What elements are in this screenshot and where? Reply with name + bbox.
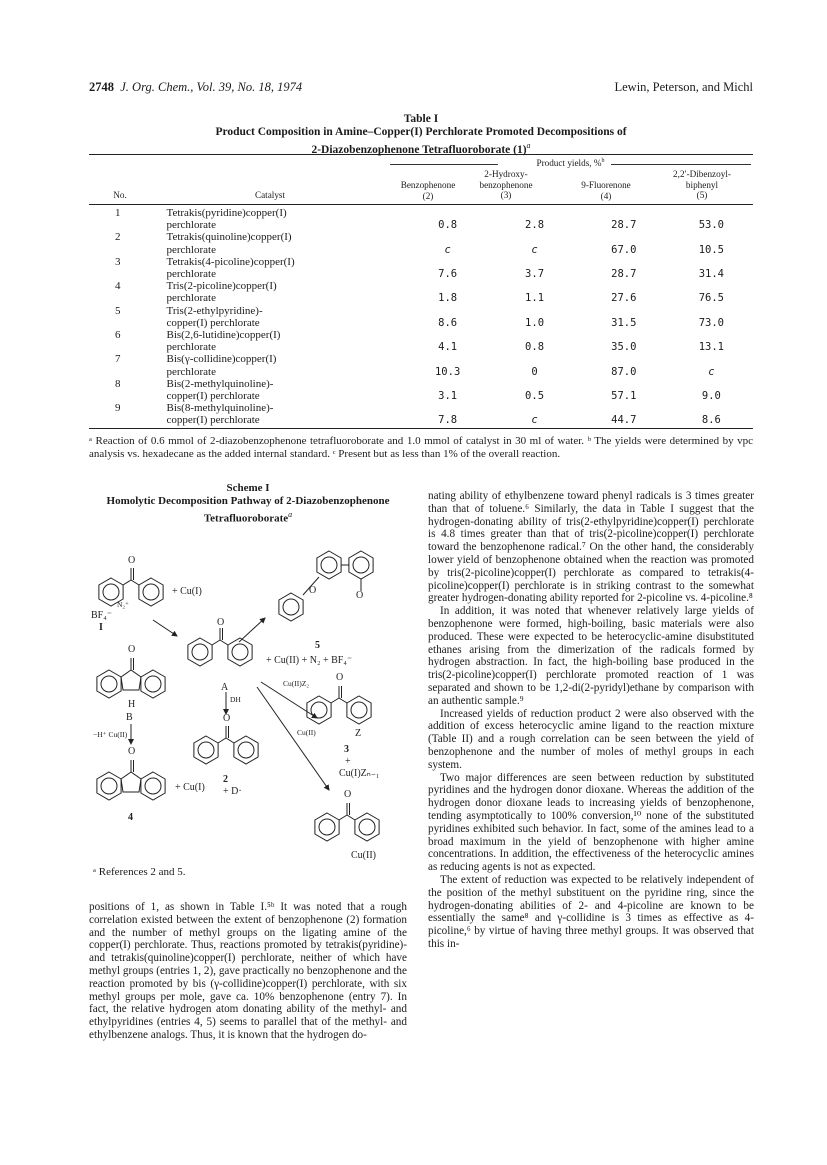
label-dh: DH (230, 695, 241, 704)
right-paragraph-1: nating ability of ethylbenzene toward phenyl radicals is 3 times greater than that of toluene.⁶ Similarly, the data in Table I suggest that the hydrogen-donating ability of tris(2-ethylpyridine)copper(I) perchlorate is 4.8 times greater than that of tris(2-picoline)copper(I) perchlorate toward the benzophenone radical.⁷ On the other hand, the considerably lower yield of benzophenone obtained when the reaction was promoted by tris(2-picoline)copper(I) perchlorate as compared to tetrakis(4-picoline)copper(I) perchlorate is in striking contrast to the somewhat greater hydrogen-donating ability reported for 2-picoline vs. 4-picoline.⁸ (428, 490, 754, 605)
entry-number: 2 (115, 231, 121, 244)
yield-cell: c (531, 414, 538, 427)
yield-cell: 13.1 (698, 341, 724, 354)
catalyst-line2: copper(I) perchlorate (166, 316, 260, 329)
table-row-cont (89, 219, 753, 231)
entry-number: 8 (115, 377, 121, 390)
table-row (89, 207, 753, 219)
table-row-cont (89, 244, 753, 256)
label-compound-3: 3 (344, 744, 349, 755)
yield-cell: c (708, 365, 715, 378)
yield-cell: 0.8 (438, 219, 458, 232)
yield-cell: 10.5 (698, 243, 724, 256)
scheme-label: Scheme I (226, 482, 270, 494)
catalyst-line2: copper(I) perchlorate (166, 414, 260, 427)
label-o-2: O (223, 713, 231, 724)
spanner-label: Product yields, % (536, 158, 602, 169)
yield-cell: 10.3 (434, 365, 461, 378)
yield-cell: 4.1 (438, 341, 458, 354)
table-row-cont (89, 366, 753, 378)
spanner-sup: b (601, 158, 605, 164)
table-row-cont (89, 292, 753, 304)
col-num: (2) (422, 190, 434, 201)
spanner-line-right (611, 164, 751, 165)
right-paragraph-3: Increased yields of reduction product 2 were also observed with the addition of excess heterocyclic amine ligand to the reaction mixture (Table II) and a rough correlation can be seen between the yield of benzophenone and the number of moles of methyl groups in each system. (428, 707, 754, 771)
journal-citation: J. Org. Chem., Vol. 39, No. 18, 1974 (120, 80, 303, 94)
catalyst-line2: perchlorate (166, 219, 216, 232)
yield-cell: 67.0 (611, 243, 637, 256)
entry-number: 1 (115, 207, 121, 219)
label-o-1: O (128, 555, 136, 566)
label-compound-5: 5 (315, 640, 320, 651)
label-a: A (221, 682, 229, 693)
yield-cell: 27.6 (611, 292, 637, 305)
yield-cell: 35.0 (611, 341, 637, 354)
scheme-diagram (89, 530, 409, 860)
label-o-adduct: O (344, 789, 352, 800)
label-b: B (126, 712, 133, 723)
catalyst-line1: Tetrakis(pyridine)copper(I) (166, 207, 287, 219)
entry-number: 9 (115, 402, 121, 415)
col-name: Benzophenone (400, 180, 456, 190)
compound-1-structure (99, 568, 163, 606)
table-row-cont (89, 317, 753, 329)
arrow-a-to-5 (239, 618, 265, 642)
yield-cell: 1.0 (525, 316, 545, 329)
table-bottom-rule (89, 428, 753, 429)
yield-cell: 1.8 (438, 292, 458, 305)
yield-cell: 28.7 (611, 268, 637, 281)
scheme-footnote: ᵃ References 2 and 5. (93, 866, 186, 878)
catalyst-line2: perchlorate (166, 365, 216, 378)
table-header-rule (89, 204, 753, 205)
entry-number: 7 (115, 353, 121, 366)
yield-cell: 44.7 (611, 414, 637, 427)
catalyst-line1: Tris(2-picoline)copper(I) (166, 280, 277, 293)
label-products: + Cu(II) + N₂ + BF₄⁻ (266, 655, 353, 666)
entry-number: 4 (115, 280, 121, 293)
label-cu1b: + Cu(I) (175, 782, 205, 793)
yield-cell: 31.4 (698, 268, 724, 281)
yield-cell: 73.0 (698, 316, 724, 329)
table-row-cont (89, 341, 753, 353)
table-title-sup: a (526, 141, 531, 150)
catalyst-line2: perchlorate (166, 292, 216, 305)
table-title-line1: Product Composition in Amine–Copper(I) Perchlorate Promoted Decompositions of (215, 126, 627, 138)
scheme-title (89, 482, 407, 526)
label-cu2: Cu(II) (297, 728, 316, 737)
yield-cell: 87.0 (611, 365, 637, 378)
yield-cell: 3.1 (438, 390, 458, 403)
label-bf4: BF₄⁻ (91, 610, 112, 621)
cu-adduct-structure (315, 803, 379, 841)
yield-cell: 8.6 (701, 414, 721, 427)
label-cu1: + Cu(I) (172, 586, 202, 597)
col-num: (3) (500, 190, 512, 200)
label-o-a: O (217, 617, 225, 628)
catalyst-line1: Tetrakis(4-picoline)copper(I) (166, 255, 295, 268)
label-o-5a: O (309, 585, 317, 596)
table-row (89, 353, 753, 365)
catalyst-line2: perchlorate (166, 341, 216, 354)
entry-number: 3 (115, 255, 121, 268)
label-o-3: O (336, 672, 344, 683)
label-cu1z: Cu(I)Zₙ₋₁ (339, 768, 380, 779)
scheme-title-text: Homolytic Decomposition Pathway of 2-Diazobenzophenone Tetrafluoroborate (106, 495, 390, 525)
product-yields-spanner (388, 158, 753, 168)
yield-cell: 7.6 (438, 268, 458, 281)
label-compound-2: 2 (223, 774, 228, 785)
table-row (89, 305, 753, 317)
label-cu2b: Cu(II) (351, 850, 376, 860)
table-label: Table I (403, 113, 439, 125)
right-column-text (428, 490, 754, 951)
yield-cell: 0.5 (525, 390, 545, 403)
yield-cell: 0 (531, 365, 538, 378)
yield-cell: 0.8 (525, 341, 545, 354)
col-name: 9-Fluorenone (581, 180, 631, 190)
entry-number: 6 (115, 329, 121, 342)
yield-cell: 76.5 (698, 292, 724, 305)
col-num: (4) (600, 190, 612, 201)
catalyst-line1: Tris(2-ethylpyridine)- (166, 304, 263, 317)
col-header-no: No. (113, 190, 127, 200)
right-paragraph-5: The extent of reduction was expected to be relatively independent of the position of the methyl substituent on the pyridine ring, since the hydrogen-donating abilities of 2- and 4-picoline are known to be essentially the same⁸ and γ-collidine is 3 times as effective as 4-picoline,⁶ by virtue of having three methyl groups. It was observed that this in- (428, 873, 754, 950)
table-title (89, 113, 753, 157)
label-dplus: + D· (223, 786, 242, 797)
col-header-catalyst: Catalyst (254, 190, 286, 200)
label-o-5b: O (356, 590, 364, 601)
label-o-4: O (128, 746, 136, 757)
table-row (89, 280, 753, 292)
compound-2-structure (194, 726, 258, 764)
yield-cell: 3.7 (525, 268, 545, 281)
catalyst-line2: perchlorate (166, 268, 216, 281)
col-num: (5) (696, 190, 708, 200)
label-o-b: O (128, 644, 136, 655)
yield-cell: 7.8 (438, 414, 458, 427)
right-paragraph-4: Two major differences are seen between reduction by substituted pyridines and the hydrogen donor dioxane. Whereas the addition of the hydrogen donor dioxane leads to increasing yields of benzophenone, tending asymptotically to 100% conversion,¹⁰ none of the substituted pyridines exhibited such behavior. In fact, some of the amines lead to a broad maximum in the yield of benzophenone with higher amine concentrations. In addition, the effectiveness of the heterocyclic amines as reducing agents is not as expected. (428, 771, 754, 874)
label-plus: + (345, 756, 351, 767)
scheme-title-sup: a (288, 510, 293, 519)
label-z: Z (355, 728, 362, 739)
arrow-1-to-a (153, 620, 177, 636)
col-name: 2-Hydroxy- benzophenone (479, 169, 533, 190)
table-row (89, 402, 753, 414)
catalyst-line2: copper(I) perchlorate (166, 390, 260, 403)
yield-cell: 28.7 (611, 219, 637, 232)
yield-cell: 31.5 (611, 316, 637, 329)
label-cu2z: Cu(II)Z₂ (283, 679, 309, 688)
label-compound-4: 4 (128, 812, 133, 823)
yield-cell: 9.0 (701, 390, 721, 403)
catalyst-line1: Bis(2,6-lutidine)copper(I) (166, 329, 281, 342)
label-h: H (128, 699, 136, 710)
radical-a-structure (188, 628, 252, 666)
running-header-left (89, 80, 302, 95)
col-name: 2,2′-Dibenzoyl- biphenyl (673, 169, 731, 190)
table-footnote: ᵃ Reaction of 0.6 mmol of 2-diazobenzophenone tetrafluoroborate and 1.0 mmol of catalyst in 30 ml of water. ᵇ The yields were determined by vpc analysis vs. hexadecane as the added internal standard. ᶜ Present but as less than 1% of the overall reaction. (89, 435, 753, 460)
table-row (89, 256, 753, 268)
table-row (89, 378, 753, 390)
yield-cell: 57.1 (611, 390, 637, 403)
yield-cell: c (531, 243, 538, 256)
table-row (89, 329, 753, 341)
left-column-text (89, 901, 407, 1042)
catalyst-line2: perchlorate (166, 243, 216, 256)
yield-cell: c (444, 243, 451, 256)
catalyst-line1: Tetrakis(quinoline)copper(I) (166, 231, 292, 244)
table-row-cont (89, 390, 753, 402)
product-yields-table (89, 207, 753, 427)
table-row-cont (89, 268, 753, 280)
intermediate-b-structure (97, 658, 165, 698)
yield-cell: 8.6 (438, 316, 458, 329)
running-header-authors: Lewin, Peterson, and Michl (614, 80, 753, 94)
label-compound-1: I (99, 622, 103, 633)
left-paragraph: positions of 1, as shown in Table I.⁵ᵇ It was noted that a rough correlation existed between the extent of benzophenone (2) formation and the number of methyl groups on the ligating amine of the copper(I) perchlorate. Thus, reactions promoted by tetrakis(pyridine)- and tetrakis(quinoline)copper(I) perchlorate, neither of which have methyl groups (entries 1, 2), gave practically no benzophenone and the reaction promoted by bis (γ-collidine)copper(I) perchlorate, with six methyl groups per mole, gave ca. 10% benzophenone (entry 7). In fact, the relative hydrogen atom donating ability of the methyl- and ethylpyridines (entries 4, 5) seems to parallel that of the methyl- and ethylbenzene analogs. Thus, it is known that the hydrogen do- (89, 901, 407, 1041)
col-header-benzophenone (392, 180, 464, 201)
right-paragraph-2: In addition, it was noted that whenever relatively large yields of benzophenone were formed, high-boiling, basic materials were also produced. These were expected to be heterocyclic-amine disubstituted ethanes arising from the dimerization of the radicals formed by hydrogen abstraction. In fact, the high-boiling base produced in the tris(2-picoline)copper(I) perchlorate promoted reaction of 1 was separated and shown to be 1,2-di(2-pyridyl)ethane by comparison with an authentic sample.⁹ (428, 605, 754, 707)
table-title-line2: 2-Diazobenzophenone Tetrafluoroborate (1) (311, 143, 527, 156)
table-top-rule (89, 154, 753, 155)
col-header-fluorenone (566, 180, 646, 201)
table-row (89, 231, 753, 243)
catalyst-line1: Bis(8-methylquinoline)- (166, 402, 274, 415)
label-hcu: −H⁺ Cu(II) (93, 730, 128, 739)
yield-cell: 53.0 (698, 219, 724, 232)
page-number: 2748 (89, 80, 114, 94)
col-header-dibenzoylbiphenyl (664, 169, 740, 201)
compound-5-structure (279, 551, 373, 621)
yield-cell: 1.1 (525, 292, 545, 305)
catalyst-line1: Bis(γ-collidine)copper(I) (166, 353, 277, 366)
spanner-line-left (390, 164, 498, 165)
compound-4-structure (97, 760, 165, 800)
yield-cell: 2.8 (525, 219, 545, 232)
entry-number: 5 (115, 304, 121, 317)
table-row-cont (89, 414, 753, 426)
compound-3-structure (307, 686, 371, 724)
col-header-hydroxybenzophenone (470, 169, 542, 201)
catalyst-line1: Bis(2-methylquinoline)- (166, 377, 274, 390)
label-n2: N₂⁺ (117, 600, 129, 609)
